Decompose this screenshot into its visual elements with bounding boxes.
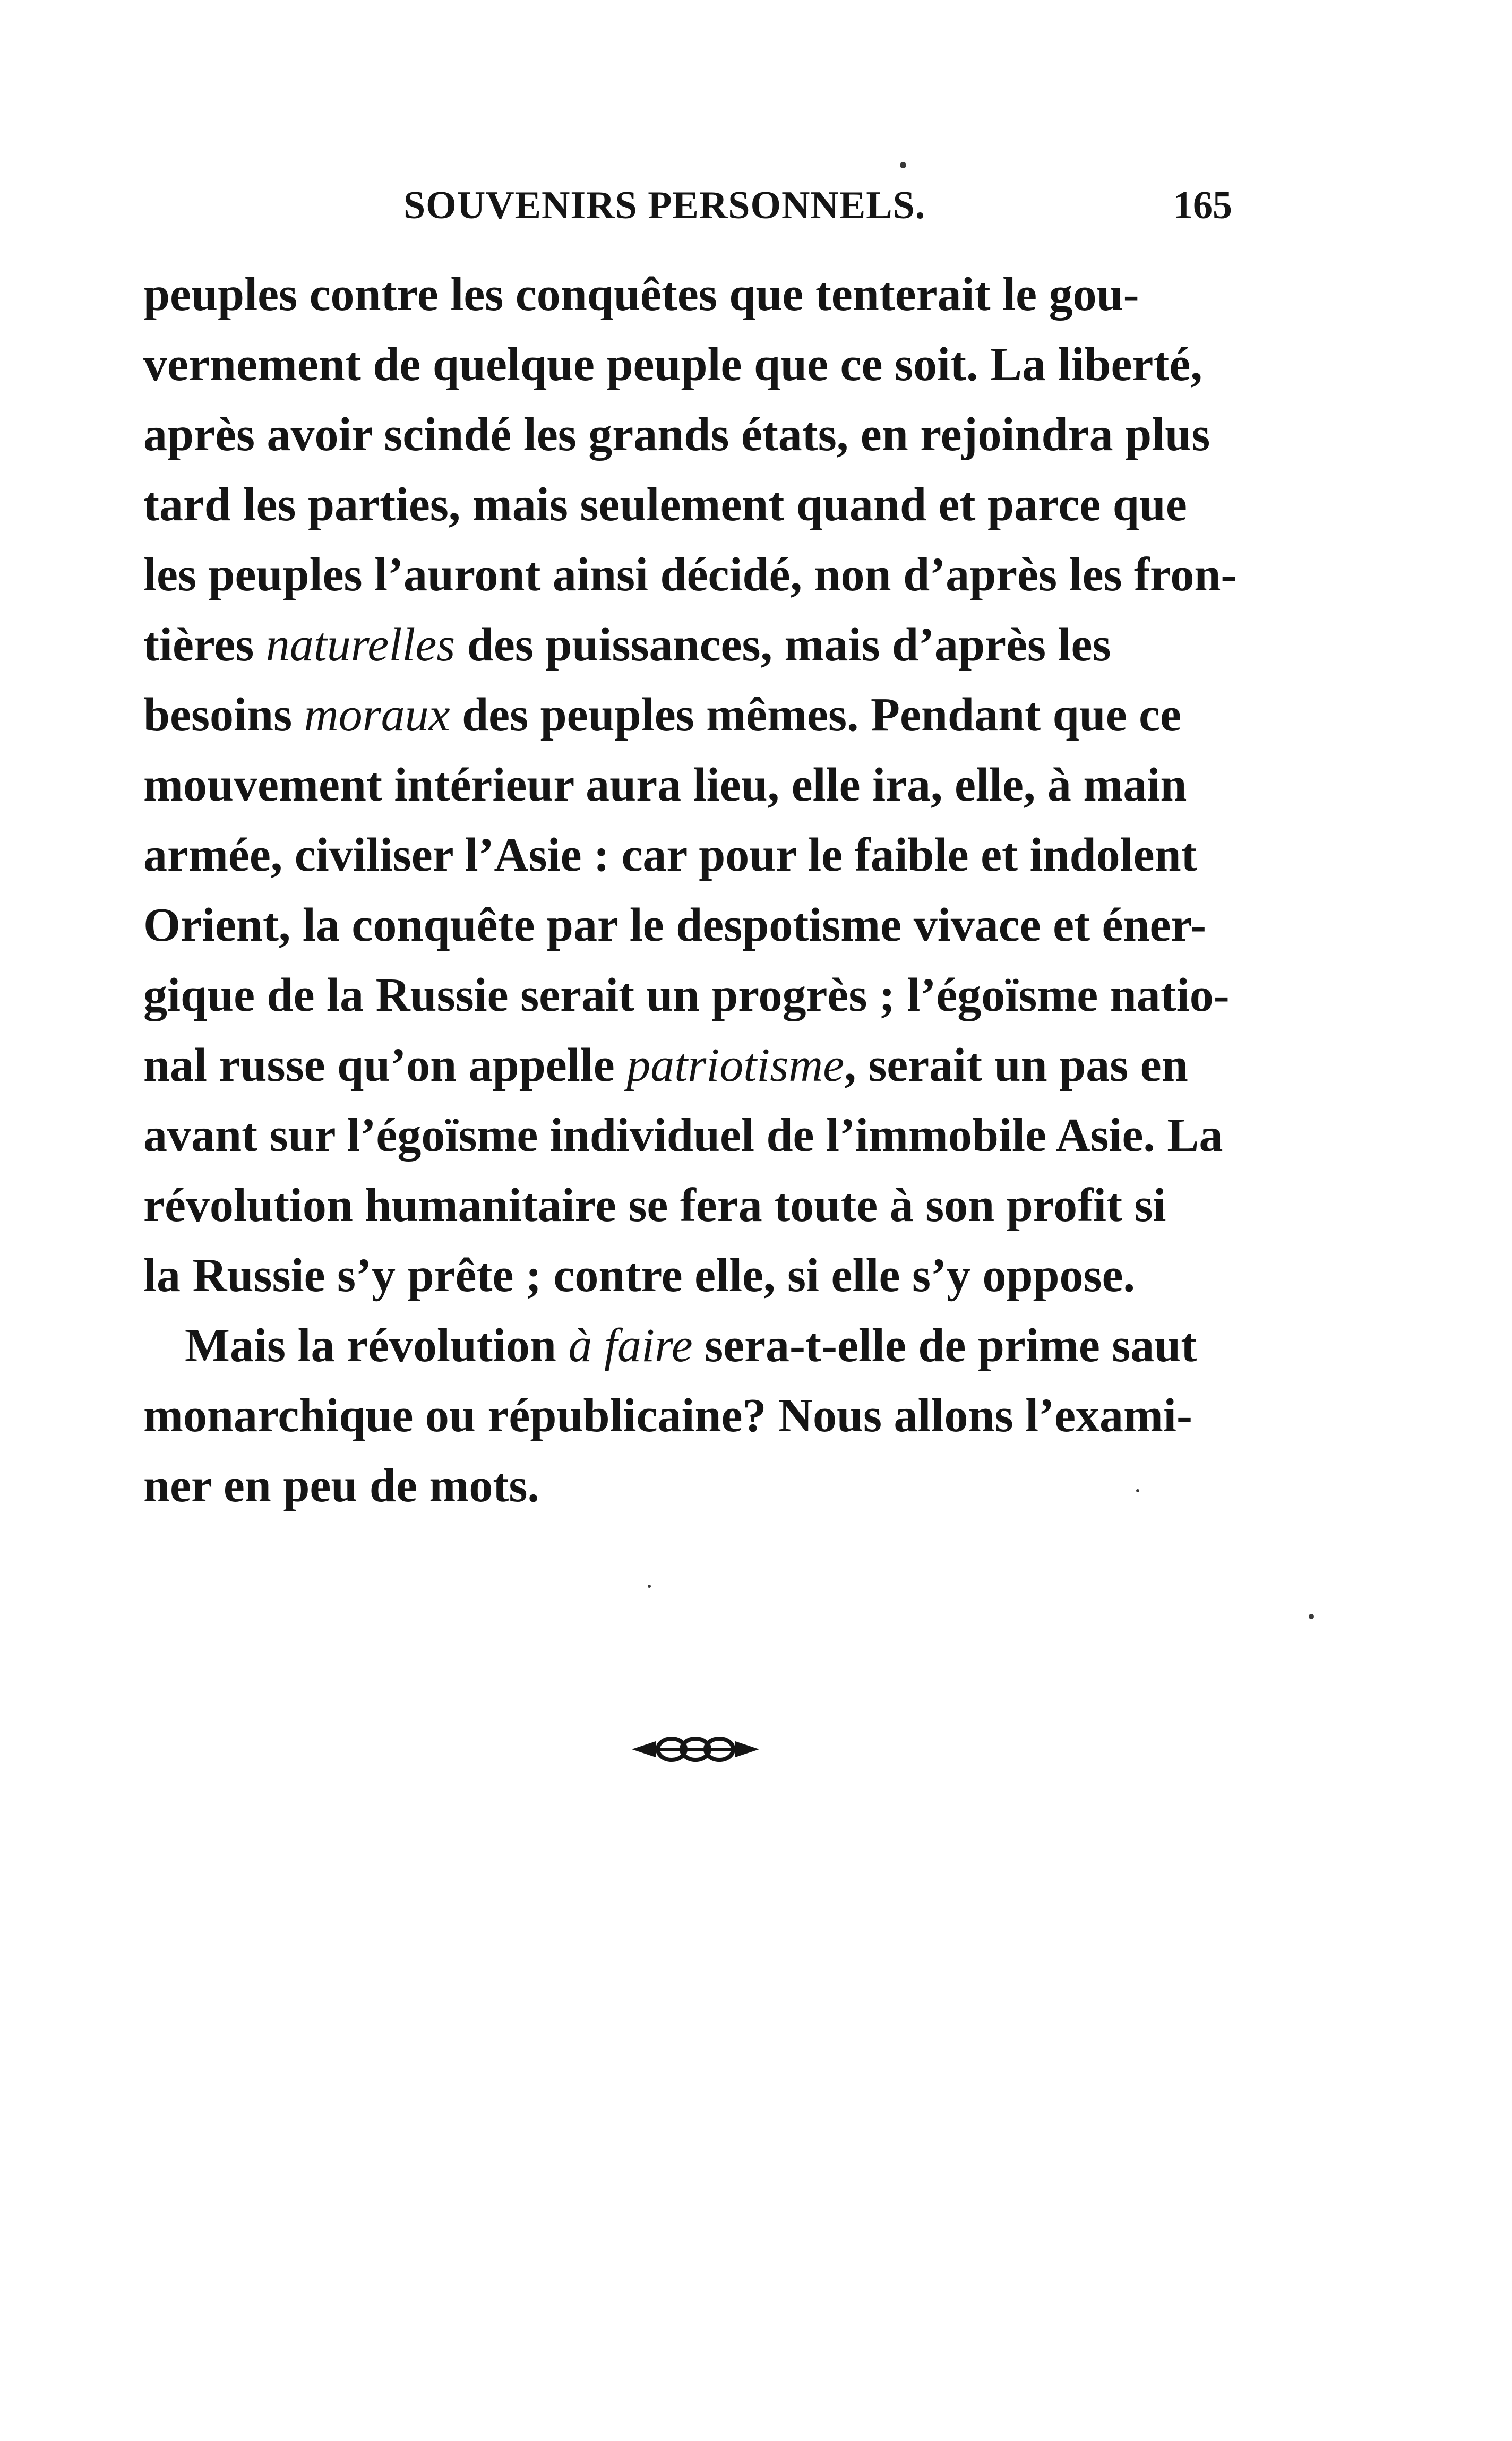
text-line-16: Mais la révolution à faire sera-t-elle de prime saut (185, 1319, 1197, 1372)
paper-speck (1309, 1614, 1314, 1619)
running-head: SOUVENIRS PERSONNELS. (403, 184, 926, 227)
text-line-8: mouvement intérieur aura lieu, elle ira, elle, à main (143, 759, 1187, 811)
italic-emphasis: naturelles (265, 618, 456, 671)
page-number: 165 (1173, 184, 1232, 227)
text-line-7: besoins moraux des peuples mêmes. Pendant que ce (143, 689, 1182, 741)
tailpiece-ornament-icon (626, 1731, 764, 1768)
paper-speck (1136, 1489, 1139, 1492)
text-line-12: nal russe qu’on appelle patriotisme, serait un pas en (143, 1039, 1188, 1091)
italic-emphasis: moraux (304, 689, 450, 741)
text-line-13: avant sur l’égoïsme individuel de l’immobile Asie. La (143, 1109, 1223, 1162)
text-line-6: tières naturelles des puissances, mais d’après les (143, 618, 1111, 671)
italic-emphasis: à faire (568, 1319, 693, 1372)
text-line-3: après avoir scindé les grands états, en rejoindra plus (143, 408, 1210, 461)
text-line-9: armée, civiliser l’Asie : car pour le faible et indolent (143, 829, 1197, 881)
paper-speck (648, 1585, 651, 1588)
text-line-17: monarchique ou républicaine? Nous allons l’exami- (143, 1389, 1193, 1442)
paper-speck (900, 162, 906, 168)
text-line-14: révolution humanitaire se fera toute à son profit si (143, 1179, 1166, 1232)
text-line-2: vernement de quelque peuple que ce soit. La liberté, (143, 338, 1202, 391)
text-line-4: tard les parties, mais seulement quand et parce que (143, 478, 1187, 531)
italic-emphasis: patriotisme (626, 1039, 845, 1091)
text-line-15: la Russie s’y prête ; contre elle, si elle s’y oppose. (143, 1249, 1136, 1302)
text-line-18: ner en peu de mots. (143, 1459, 539, 1512)
text-line-10: Orient, la conquête par le despotisme vivace et éner- (143, 899, 1207, 951)
text-line-1: peuples contre les conquêtes que tenterait le gou- (143, 268, 1139, 321)
text-line-11: gique de la Russie serait un progrès ; l’égoïsme natio- (143, 969, 1230, 1021)
text-line-5: les peuples l’auront ainsi décidé, non d’après les fron- (143, 548, 1237, 601)
